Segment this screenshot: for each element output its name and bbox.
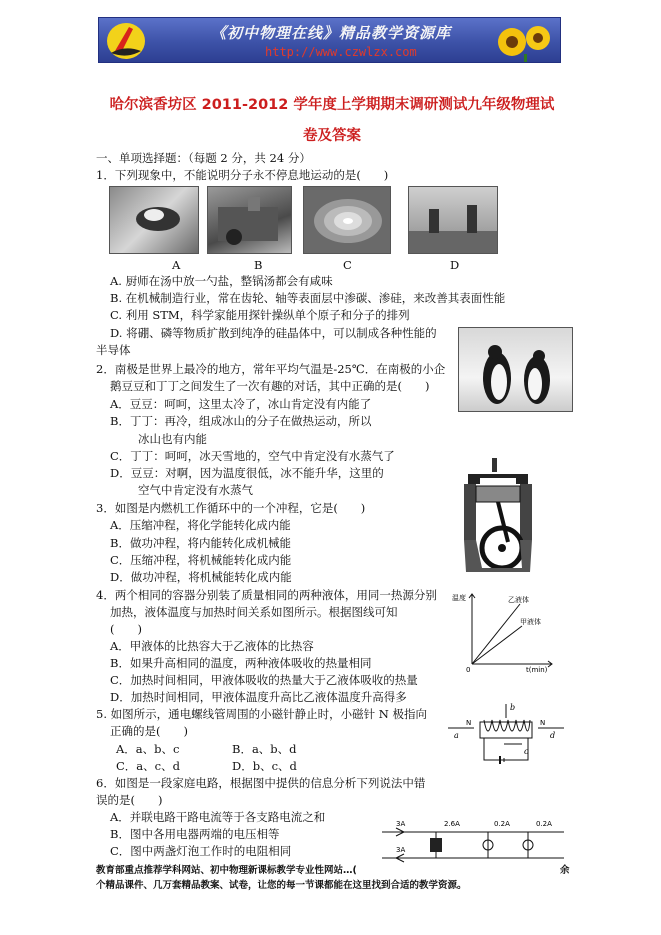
- sunflower-icon: [494, 20, 554, 63]
- q2-option-a: A．豆豆：呵呵，这里太冷了，冰山肯定没有内能了: [110, 397, 372, 411]
- q1-stem: 1．下列现象中，不能说明分子永不停息地运动的是( ): [96, 168, 389, 182]
- q3-stem: 3．如图是内燃机工作循环中的一个冲程，它是( ): [96, 501, 366, 515]
- label-n-right: N: [540, 719, 546, 727]
- temperature-time-graph: [450, 588, 556, 674]
- footer-line2: 个精品课件、几万套精品教案、试卷，让您的每一节课都能在这里找到合适的教学资源。: [96, 880, 467, 891]
- solenoid-diagram: [444, 698, 568, 772]
- q6-option-a: A．并联电路干路电流等于各支路电流之和: [110, 810, 326, 824]
- q6-stem-line1: 6．如图是一段家庭电路，根据图中提供的信息分析下列说法中错: [96, 776, 426, 790]
- series-label-yi: 乙液体: [508, 596, 529, 604]
- q2-option-b-cont: 冰山也有内能: [138, 432, 207, 446]
- engine-diagram: [456, 456, 541, 574]
- graph-xlabel: t(min): [526, 666, 548, 674]
- machinery-icon: [208, 187, 292, 254]
- q2-option-b: B．丁丁：再冷，组成冰山的分子在做热运动，所以: [110, 414, 372, 428]
- q3-option-c: C．压缩冲程，将机械能转化成内能: [110, 553, 292, 567]
- q2-option-d-cont: 空气中肯定没有水蒸气: [138, 483, 253, 497]
- q1-option-a: A. 厨师在汤中放一勺盐，整锅汤都会有咸味: [110, 274, 333, 288]
- current-main-out: 3A: [396, 846, 406, 854]
- q5-stem-line2: 正确的是( ): [110, 724, 188, 738]
- penguins-image: [458, 327, 573, 412]
- current-branch-2: 0.2A: [494, 820, 510, 828]
- penguin-icon: [459, 328, 573, 412]
- q5-option-b: B．a、b、d: [232, 742, 297, 756]
- q2-stem-line2: 鹅豆豆和丁丁之间发生了一次有趣的对话，其中正确的是( ): [110, 379, 430, 393]
- q1-label-d: D: [450, 258, 460, 272]
- q2-option-d: D．豆豆：对啊，因为温度很低，冰不能升华，这里的: [110, 466, 384, 480]
- graph-ylabel: 温度: [452, 594, 466, 602]
- q6-option-b: B．图中各用电器两端的电压相等: [110, 827, 280, 841]
- household-circuit-diagram: [378, 808, 568, 868]
- q1-image-a: [109, 186, 199, 254]
- current-branch-3: 0.2A: [536, 820, 552, 828]
- site-logo-icon: [105, 21, 147, 61]
- series-label-jia: 甲液体: [520, 618, 541, 626]
- q4-option-b: B．如果升高相同的温度，两种液体吸收的热量相同: [110, 656, 372, 670]
- q1-label-b: B: [254, 258, 263, 272]
- q6-stem-line2: 误的是( ): [96, 793, 163, 807]
- footer-line1-end: 余: [560, 865, 570, 876]
- label-a: a: [454, 731, 459, 740]
- document-title-line2: 卷及答案: [303, 128, 361, 144]
- header-banner: [98, 17, 561, 63]
- q2-stem-line1: 2．南极是世界上最冷的地方，常年平均气温是-25℃．在南极的小企: [96, 362, 446, 376]
- solenoid-core: [480, 722, 532, 738]
- q1-label-a: A: [172, 258, 181, 272]
- label-n-left: N: [466, 719, 472, 727]
- q4-option-d: D．加热时间相同，甲液体温度升高比乙液体温度升高得多: [110, 690, 407, 704]
- footer-line1: 教育部重点推荐学科网站、初中物理新课标教学专业性网站…(: [96, 865, 357, 876]
- label-d: d: [550, 731, 556, 740]
- graph-origin: 0: [466, 666, 471, 674]
- soup-pot-icon: [110, 187, 199, 254]
- q1-option-c: C. 利用 STM，科学家能用探针操纵单个原子和分子的排列: [110, 308, 410, 322]
- engine-cylinder-icon: [456, 456, 541, 574]
- q4-stem-line2: 加热，液体温度与加热时间关系如图所示。根据图线可知: [110, 605, 398, 619]
- q1-image-d: [408, 186, 498, 254]
- banner-title: 《初中物理在线》精品教学资源库: [211, 24, 452, 42]
- current-branch-1: 2.6A: [444, 820, 460, 828]
- q4-option-c: C．加热时间相同，甲液体吸收的热量大于乙液体吸收的热量: [110, 673, 418, 687]
- series-line-jia: [472, 626, 522, 664]
- q6-option-c: C．图中两盏灯泡工作时的电阻相同: [110, 844, 292, 858]
- banner-url[interactable]: http://www.czwlzx.com: [265, 45, 417, 59]
- stm-surface-icon: [304, 187, 391, 254]
- q3-option-d: D．做功冲程，将机械能转化成内能: [110, 570, 292, 584]
- series-line-yi: [472, 604, 520, 664]
- q1-option-b: B. 在机械制造行业，常在齿轮、轴等表面层中渗碳、渗硅，来改善其表面性能: [110, 291, 506, 305]
- q1-image-b: [207, 186, 292, 254]
- lab-workers-icon: [409, 187, 498, 254]
- q4-option-a: A．甲液体的比热容大于乙液体的比热容: [110, 639, 314, 653]
- document-title-line1: 哈尔滨香坊区 2011-2012 学年度上学期期末调研测试九年级物理试: [109, 97, 555, 113]
- q5-option-d: D．b、c、d: [232, 759, 297, 773]
- q3-option-b: B．做功冲程，将内能转化成机械能: [110, 536, 291, 550]
- q4-stem-line1: 4．两个相同的容器分别装了质量相同的两种液体，用同一热源分别: [96, 588, 437, 602]
- hairdryer-icon: [430, 838, 442, 852]
- q1-image-c: [303, 186, 391, 254]
- q5-option-a: A．a、b、c: [116, 742, 180, 756]
- label-c: c: [524, 747, 529, 756]
- q1-option-d-cont: 半导体: [96, 343, 131, 357]
- q1-option-d: D. 将硼、磷等物质扩散到纯净的硅晶体中，可以制成各种性能的: [110, 326, 437, 340]
- q1-label-c: C: [343, 258, 352, 272]
- section-heading: 一、单项选择题：（每题 2 分，共 24 分）: [96, 151, 311, 165]
- label-b: b: [510, 703, 516, 712]
- q3-option-a: A．压缩冲程，将化学能转化成内能: [110, 518, 291, 532]
- q5-stem-line1: 5. 如图所示，通电螺线管周围的小磁针静止时，小磁针 N 极指向: [96, 707, 427, 721]
- current-main-in: 3A: [396, 820, 406, 828]
- q4-stem-line3: ( ): [110, 622, 142, 636]
- q2-option-c: C．丁丁：呵呵，冰天雪地的，空气中肯定没有水蒸气了: [110, 449, 395, 463]
- q5-option-c: C．a、c、d: [116, 759, 180, 773]
